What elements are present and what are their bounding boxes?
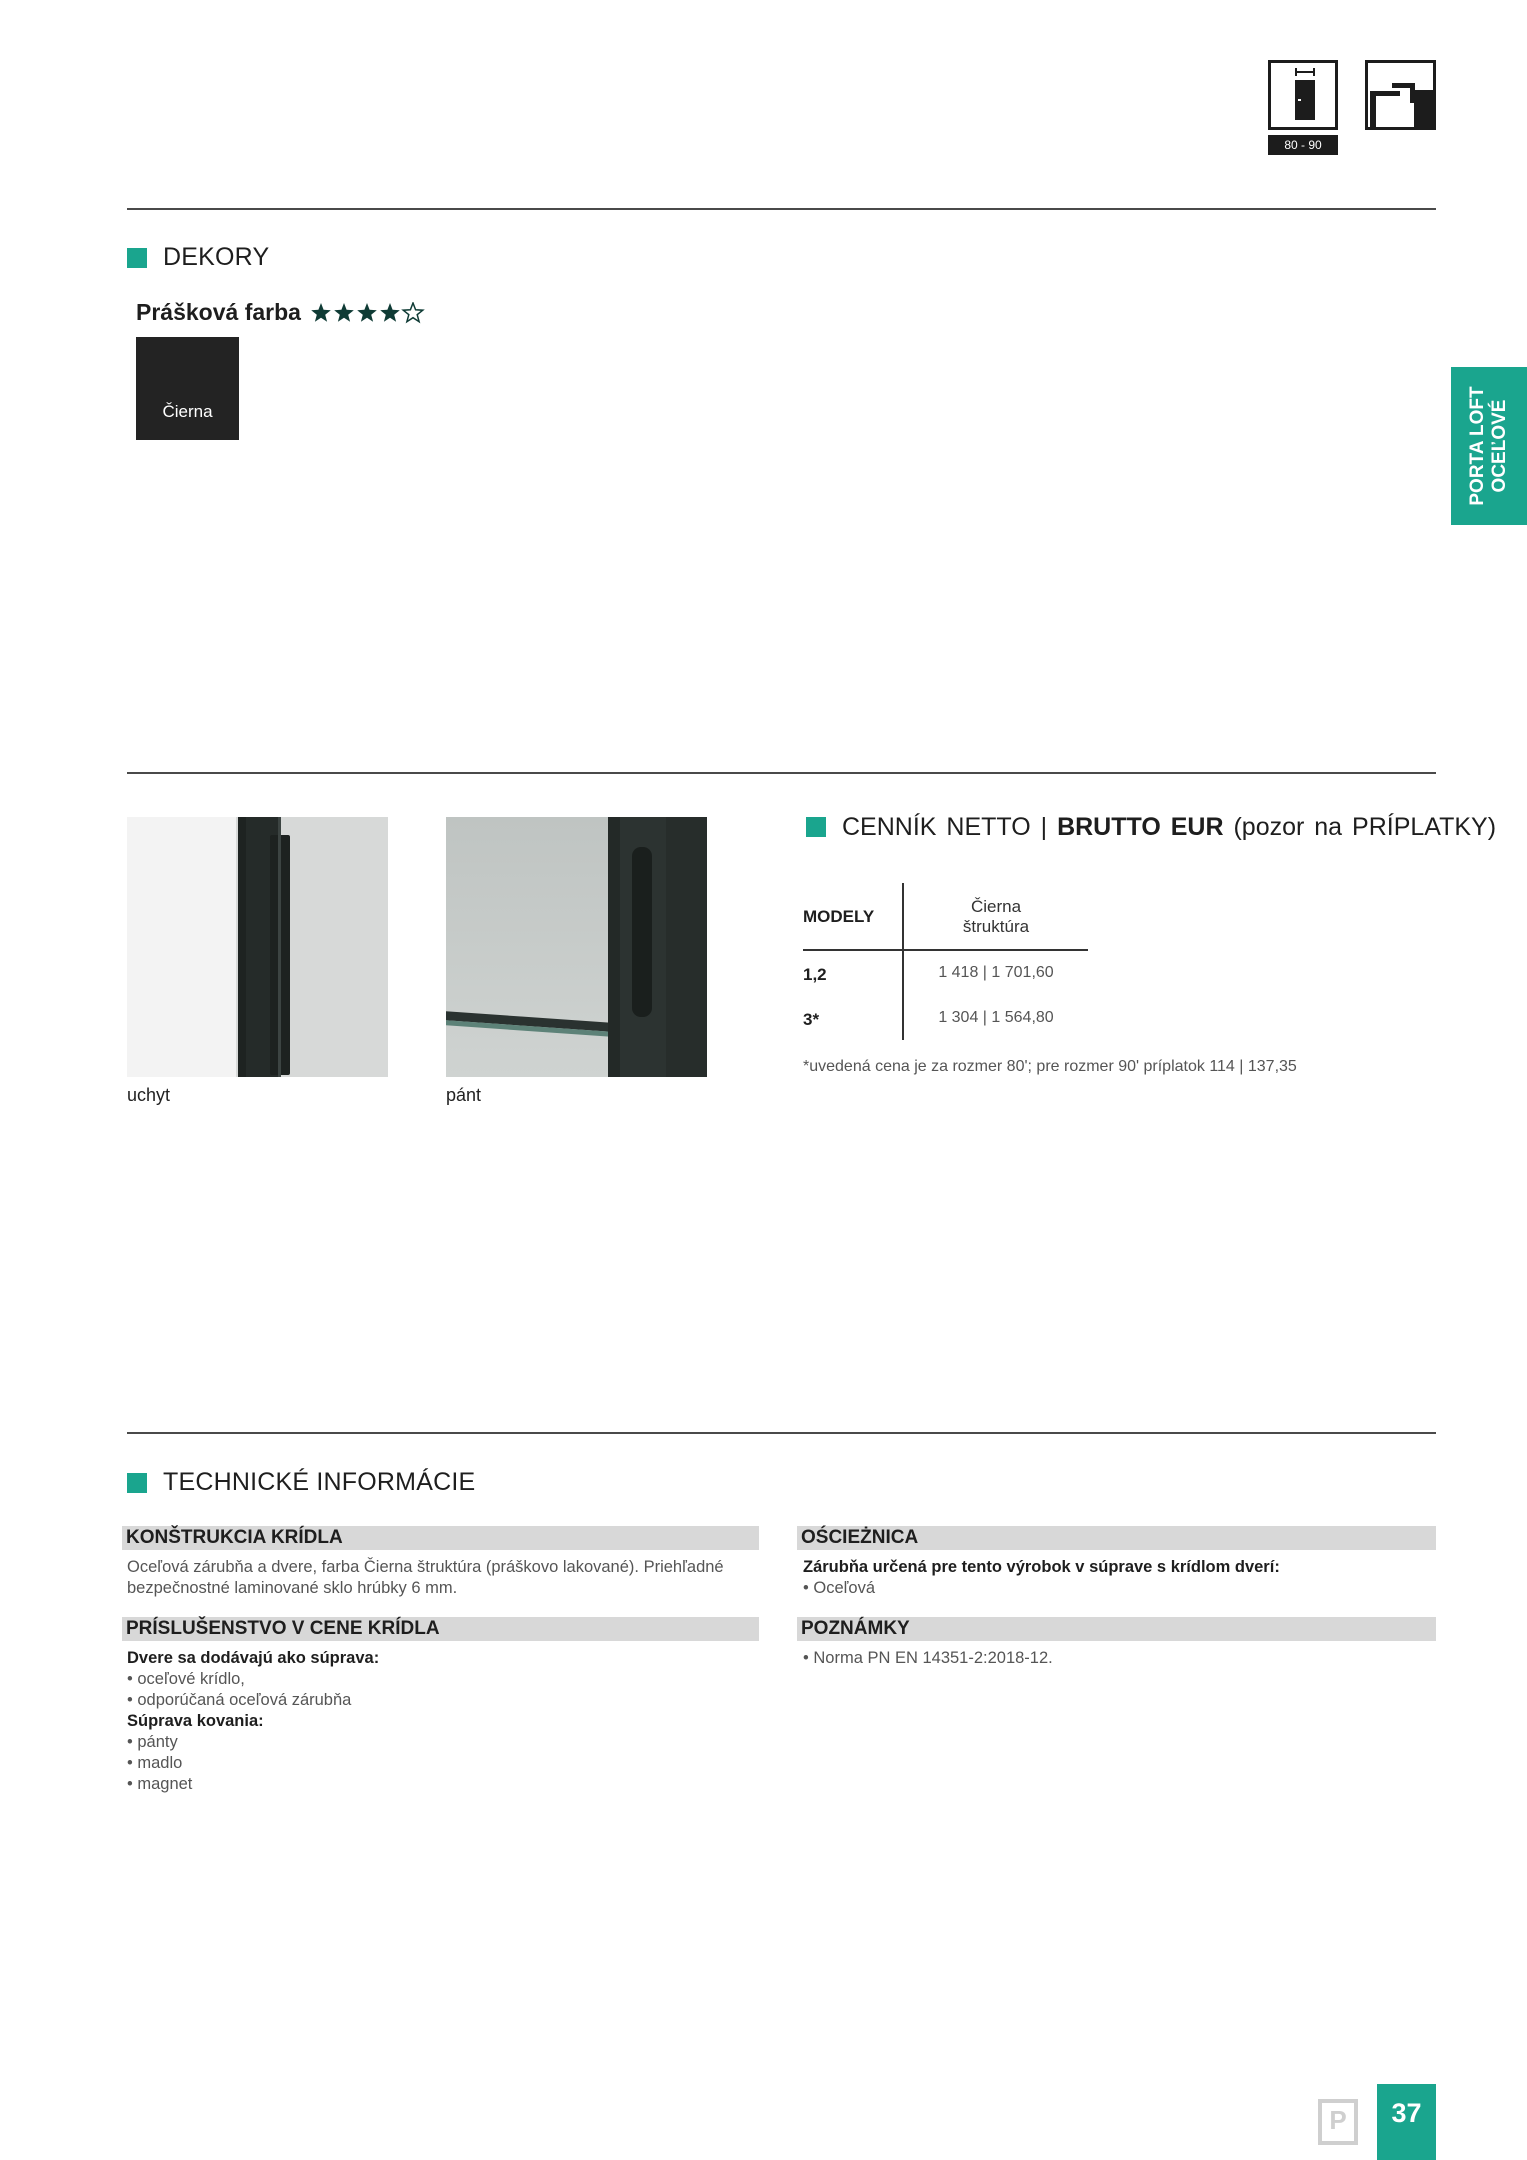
rating-stars (311, 302, 431, 324)
brand-logo-icon: P (1318, 2099, 1358, 2145)
frame-heading: OŚCIEŻNICA (797, 1526, 1436, 1550)
frame-profile-icon (1365, 60, 1436, 130)
col-header-models: MODELY (803, 907, 875, 926)
door-size-icon (1268, 60, 1338, 130)
section-marker (127, 1473, 147, 1493)
accessories-heading: PRÍSLUŠENSTVO V CENE KRÍDLA (122, 1617, 759, 1641)
door-size-label: 80 - 90 (1268, 135, 1338, 155)
dekory-title: DEKORY (163, 243, 270, 271)
table-row-price: 1 418 | 1 701,60 (938, 964, 1054, 981)
section-marker (806, 817, 826, 837)
handle-caption: uchyt (127, 1085, 171, 1105)
price-footnote: *uvedená cena je za rozmer 80'; pre rozmer 90' príplatok 114 | 137,35 (803, 1058, 1297, 1075)
price-table (803, 883, 1088, 1040)
construction-heading: KONŠTRUKCIA KRÍDLA (122, 1526, 759, 1550)
finish-subtitle: Prášková farba (136, 299, 301, 325)
table-row-price: 1 304 | 1 564,80 (938, 1009, 1054, 1026)
page-number: 37 (1377, 2084, 1436, 2160)
handle-photo (127, 817, 388, 1077)
construction-text: Oceľová zárubňa a dvere, farba Čierna štruktúra (práškovo lakované). Priehľadné bezpečnostné laminované sklo hrúbky 6 mm. (127, 1558, 724, 1597)
accessories-text: Dvere sa dodávajú ako súprava: • oceľové krídlo, • odporúčaná oceľová zárubňa Súprava kovania: • pánty • madlo • magnet (127, 1649, 380, 1793)
notes-text: • Norma PN EN 14351-2:2018-12. (803, 1649, 1053, 1667)
category-side-tab: PORTA LOFT OCEĽOVÉ (1451, 367, 1527, 525)
divider-middle (127, 772, 1436, 774)
col-header-color: Čierna štruktúra (962, 897, 1030, 936)
table-row-model: 3* (803, 1010, 820, 1029)
hinge-caption: pánt (446, 1085, 482, 1105)
section-marker (127, 248, 147, 268)
frame-text: Zárubňa určená pre tento výrobok v súprave s krídlom dverí: • Oceľová (803, 1558, 1280, 1597)
divider-top (127, 208, 1436, 210)
table-row-model: 1,2 (803, 965, 827, 984)
divider-bottom (127, 1432, 1436, 1434)
tech-info-title: TECHNICKÉ INFORMÁCIE (163, 1468, 476, 1496)
color-swatch-black-structure: Čierna štruktúra (136, 337, 239, 440)
notes-heading: POZNÁMKY (797, 1617, 1436, 1641)
hinge-photo (446, 817, 707, 1077)
price-list-title: CENNÍK NETTO | BRUTTO EUR (pozor na PRÍPLATKY) (842, 813, 1497, 841)
